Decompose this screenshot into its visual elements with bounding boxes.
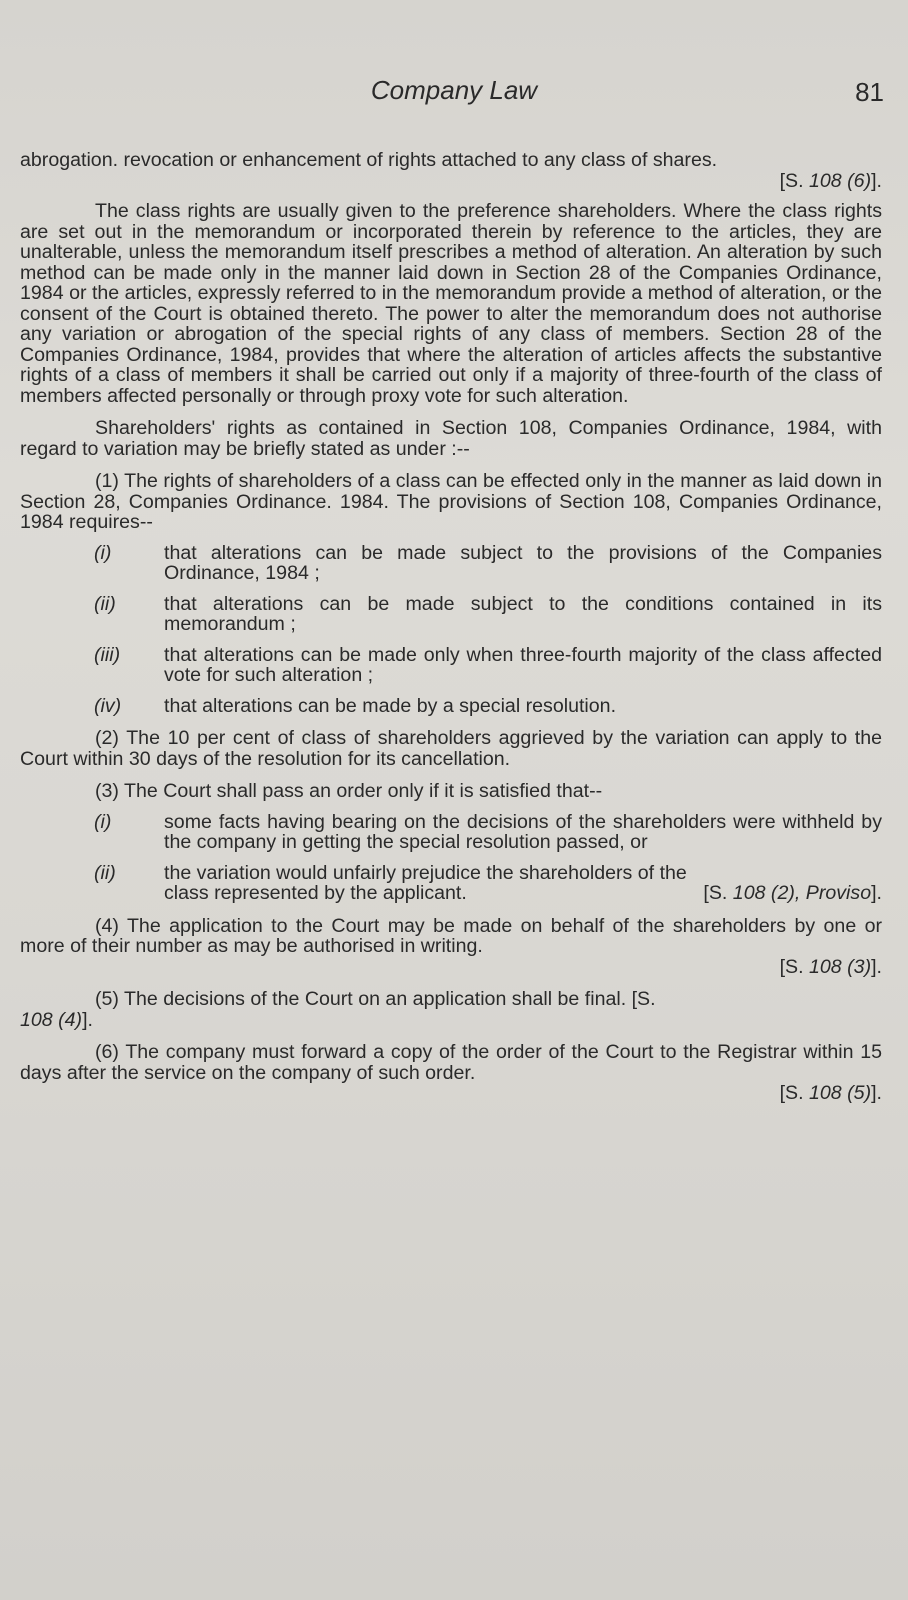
list-item-text: that alterations can be made by a special resolution. <box>164 694 617 717</box>
list-item-text <box>164 863 882 904</box>
list-item <box>94 594 882 635</box>
list-marker: (i) <box>94 810 112 833</box>
list-item <box>94 812 882 853</box>
ref-section: 108 (2), Proviso <box>732 882 872 904</box>
ref-section: 108 (3) <box>809 955 872 978</box>
section-reference <box>20 171 882 192</box>
list-marker: (ii) <box>94 861 116 884</box>
list-item-line: the variation would unfairly prejudice the shareholders of the <box>164 861 687 884</box>
list-item <box>94 645 882 686</box>
list-item-line: class represented by the applicant. <box>164 882 467 904</box>
list-item-text: that alterations can be made subject to the conditions contained in its memorandum ; <box>164 592 882 635</box>
ref-section: 108 (6) <box>809 169 872 192</box>
running-title: Company Law <box>370 75 538 105</box>
paragraph-point-6: (6) The company must forward a copy of the order of the Court to the Registrar within 15 days after the service on the company of such order. <box>20 1041 882 1084</box>
ref-close: ]. <box>871 1082 882 1104</box>
body-text <box>20 150 882 1104</box>
page-number: 81 <box>855 77 884 107</box>
paragraph-point-4: (4) The application to the Court may be made on behalf of the shareholders by one or more of their number as may be authorised in writing. <box>20 914 882 957</box>
list-marker: (ii) <box>94 592 116 615</box>
ref-open: [S. <box>779 1082 810 1104</box>
ref-close: ]. <box>871 882 882 904</box>
paragraph-point-1: (1) The rights of shareholders of a class can be effected only in the manner as laid down in Section 28, Companies Ordinance. 1984. The provisions of Section 108, Companies Ordinance, 1984 requires-- <box>20 470 882 533</box>
ref-open: [S. <box>779 955 810 978</box>
ref-section: 108 (4) <box>20 1008 83 1031</box>
list-marker: (iii) <box>94 643 121 666</box>
list-item <box>94 863 882 904</box>
ref-close: ]. <box>871 955 882 978</box>
ref-close: ]. <box>871 169 882 192</box>
ref-close: ]. <box>82 1008 93 1031</box>
paragraph-continued <box>20 150 882 171</box>
paragraph-point-5: (5) The decisions of the Court on an application shall be final. [S. <box>95 988 656 1010</box>
section-reference <box>20 1083 882 1104</box>
section-reference <box>20 957 882 978</box>
paragraph-shareholders-rights: Shareholders' rights as contained in Section 108, Companies Ordinance, 1984, with regard to variation may be briefly stated as under :-- <box>20 417 882 460</box>
ref-section: 108 (5) <box>809 1082 872 1104</box>
list-item <box>94 543 882 584</box>
list-item-text: that alterations can be made only when three-fourth majority of the class affected vote for such alteration ; <box>164 643 882 686</box>
paragraph-class-rights: The class rights are usually given to the preference shareholders. Where the class rights are set out in the memorandum or incorporated therein by reference to the articles, they are unalterable, unless the memorandum itself prescribes a method of alteration. An alteration by such method can be made only in the manner laid down in Section 28 of the Companies Ordinance, 1984 or the articles, expressly referred to in the memorandum provide a method of alteration, or the consent of the Court is obtained thereto. The power to alter the memorandum does not authorise any variation or abrogation of the special rights of any class of members. Section 28 of the Companies Ordinance, 1984, provides that where the alteration of articles affects the substantive rights of a class of members it shall be carried out only if a majority of three-fourth of the class of members affected personally or through proxy vote for such alteration. <box>20 200 882 407</box>
ref-open: [S. <box>779 169 810 192</box>
paragraph-point-5-continued <box>20 1010 882 1031</box>
running-header <box>0 75 908 110</box>
list-item-text: that alterations can be made subject to the provisions of the Companies Ordinance, 1984 ; <box>164 541 882 584</box>
paragraph-point-2: (2) The 10 per cent of class of shareholders aggrieved by the variation can apply to the Court within 30 days of the resolution for its cancellation. <box>20 727 882 770</box>
ref-open: [S. <box>703 882 733 904</box>
section-reference <box>703 883 882 904</box>
list-item-line-with-ref <box>164 883 882 904</box>
paragraph-point-3: (3) The Court shall pass an order only if it is satisfied that-- <box>95 780 603 802</box>
paragraph-text: abrogation. revocation or enhancement of rights attached to any class of shares. <box>20 149 718 171</box>
list-item-text: some facts having bearing on the decisions of the shareholders were withheld by the company in getting the special resolution passed, or <box>164 810 882 853</box>
list-item <box>94 696 882 717</box>
list-marker: (iv) <box>94 694 122 717</box>
list-marker: (i) <box>94 541 112 564</box>
